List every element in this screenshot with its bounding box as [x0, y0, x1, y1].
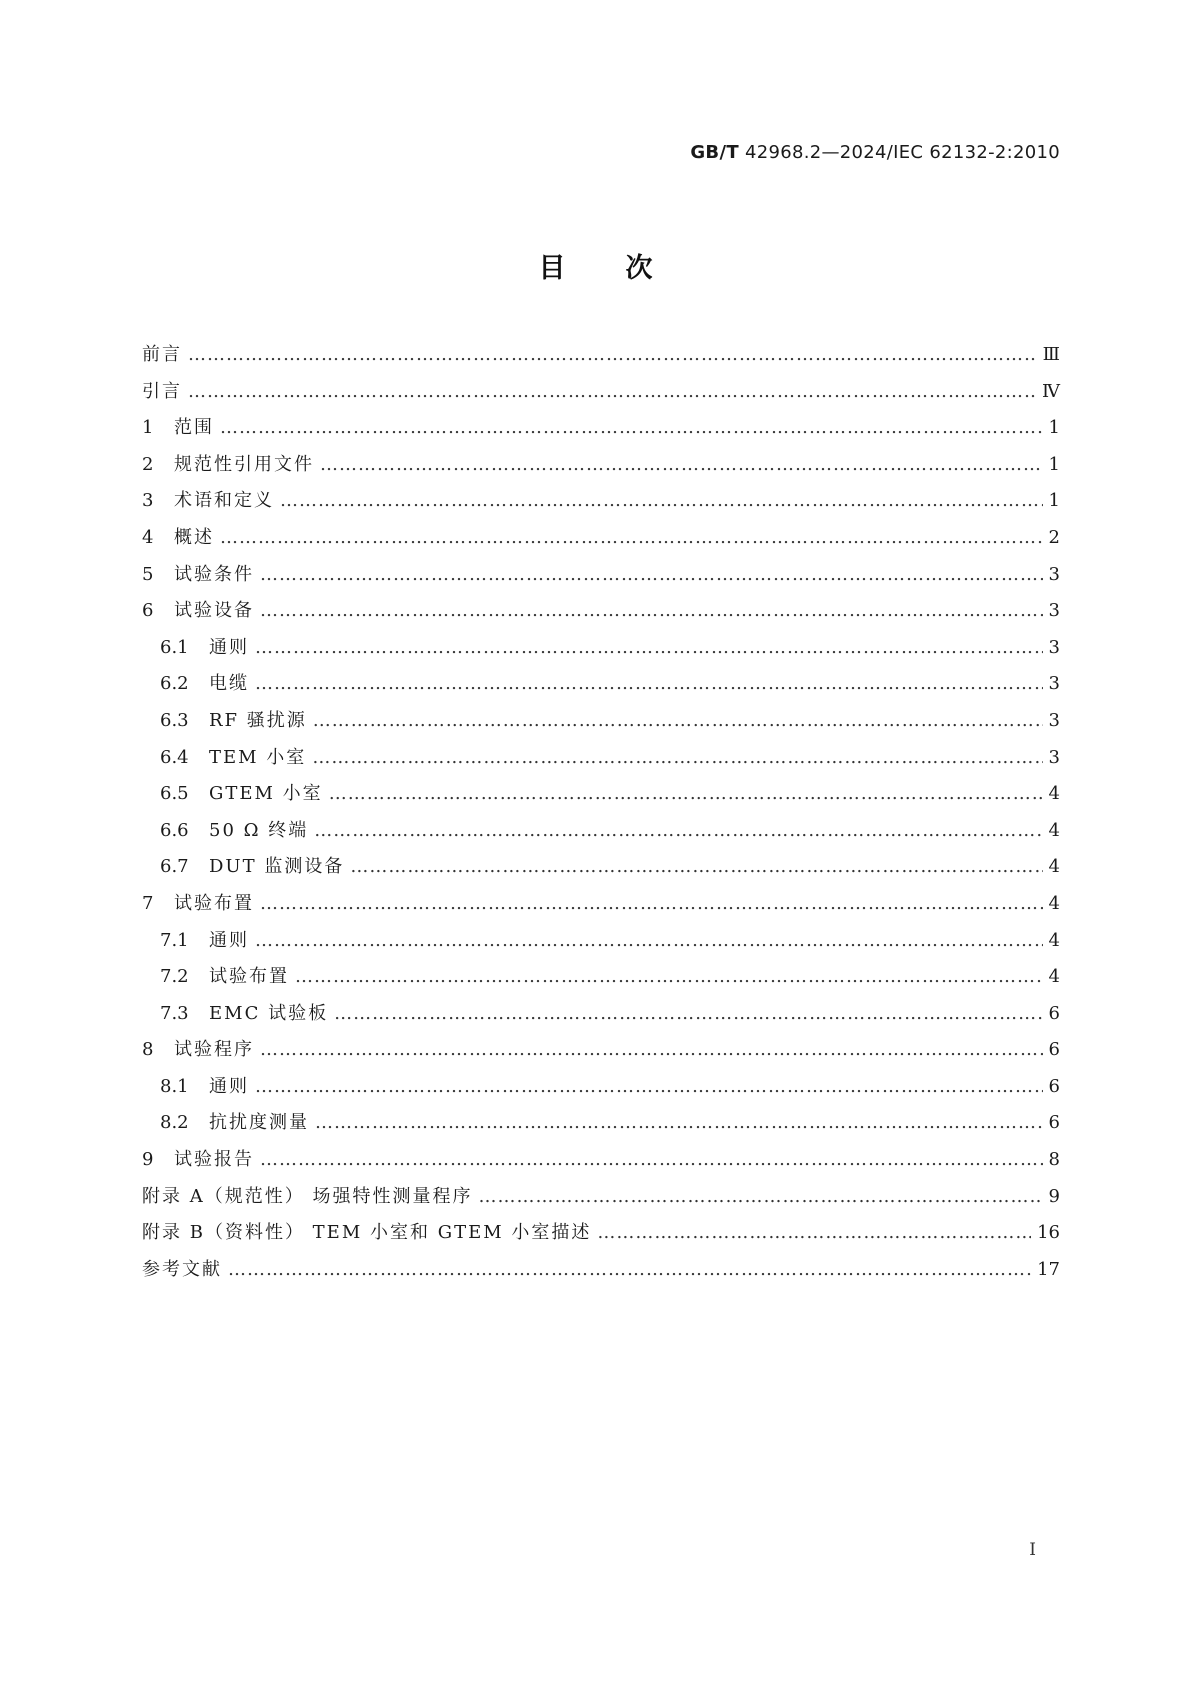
toc-entry-title: 前言: [142, 344, 182, 365]
toc-entry-number: 8: [142, 1039, 154, 1061]
toc-entry-title: 引言: [142, 380, 182, 402]
toc-entry[interactable]: [142, 447, 1060, 484]
toc-subentry[interactable]: [142, 1069, 1060, 1106]
toc-entry-number: 4: [142, 526, 154, 548]
toc-entry-page: 4: [1048, 819, 1060, 841]
toc-entry-page: 1: [1048, 453, 1060, 475]
toc-title: 目次: [538, 253, 713, 284]
toc-subentry[interactable]: [142, 996, 1060, 1033]
dot-leader: [315, 1105, 1043, 1142]
toc-entry-page: 6: [1048, 1112, 1060, 1134]
toc-entry-title: 概述: [174, 526, 214, 548]
toc-entry-title: 试验布置: [209, 966, 289, 988]
toc-entry[interactable]: [142, 337, 1060, 374]
toc-entry-page: 1: [1048, 417, 1060, 439]
toc-entry-number: 8.2: [160, 1112, 189, 1134]
toc-entry-page: 3: [1048, 709, 1060, 731]
toc-entry[interactable]: [142, 593, 1060, 630]
toc-entry-page: 3: [1048, 673, 1060, 695]
dot-leader: [255, 1069, 1043, 1106]
toc-entry[interactable]: [142, 1142, 1060, 1179]
dot-leader: [260, 557, 1043, 594]
toc-entry-page: 3: [1048, 746, 1060, 768]
toc-entry[interactable]: [142, 1032, 1060, 1069]
toc-entry-page: Ⅳ: [1042, 380, 1060, 402]
toc-entry-page: 4: [1048, 892, 1060, 914]
toc-entry-number: 6.2: [160, 673, 189, 695]
dot-leader: [260, 1142, 1043, 1179]
toc-entry-page: Ⅲ: [1042, 344, 1060, 365]
toc-entry-page: 16: [1037, 1222, 1060, 1244]
dot-leader: [314, 813, 1042, 850]
dot-leader: [312, 740, 1042, 777]
toc-entry-page: 3: [1048, 636, 1060, 658]
toc-entry-title: EMC 试验板: [209, 1002, 329, 1024]
toc-entry[interactable]: [142, 1252, 1060, 1289]
toc-entry-page: 3: [1048, 600, 1060, 622]
toc-entry-number: 2: [142, 453, 154, 475]
toc-entry-page: 6: [1048, 1039, 1060, 1061]
toc-entry-number: 7.1: [160, 929, 189, 951]
dot-leader: [597, 1215, 1031, 1252]
toc-entry-title: 规范性引用文件: [174, 453, 314, 475]
toc-entry-title: 通则: [209, 636, 249, 658]
dot-leader: [280, 483, 1043, 520]
dot-leader: [220, 520, 1043, 557]
toc-entry-page: 6: [1048, 1075, 1060, 1097]
toc-entry[interactable]: [142, 1215, 1060, 1252]
toc-entry-number: 5: [142, 563, 154, 585]
toc-subentry[interactable]: [142, 813, 1060, 850]
toc-entry-number: 6.3: [160, 709, 189, 731]
toc-entry-number: 6.5: [160, 783, 189, 805]
toc-entry-number: 6: [142, 600, 154, 622]
toc-entry-number: 6.4: [160, 746, 189, 768]
toc-entry-title: 试验布置: [174, 892, 254, 914]
toc-entry-page: 4: [1048, 783, 1060, 805]
toc-entry-page: 9: [1048, 1185, 1060, 1207]
toc-entry-title: RF 骚扰源: [209, 709, 307, 731]
toc-entry-title: 参考文献: [142, 1258, 222, 1280]
dot-leader: [260, 593, 1043, 630]
dot-leader: [188, 337, 1037, 374]
toc-entry-page: 4: [1048, 856, 1060, 878]
dot-leader: [295, 959, 1043, 996]
dot-leader: [329, 776, 1043, 813]
dot-leader: [228, 1252, 1031, 1289]
dot-leader: [313, 703, 1043, 740]
toc-entry[interactable]: [142, 557, 1060, 594]
toc-entry-page: 4: [1048, 966, 1060, 988]
toc-subentry[interactable]: [142, 630, 1060, 667]
toc-subentry[interactable]: [142, 959, 1060, 996]
toc-entry-title: 术语和定义: [174, 490, 274, 512]
dot-leader: [255, 630, 1043, 667]
dot-leader: [255, 923, 1043, 960]
toc-subentry[interactable]: [142, 923, 1060, 960]
toc-entry-page: 8: [1048, 1149, 1060, 1171]
toc-entry[interactable]: [142, 410, 1060, 447]
toc-entry-title: 通则: [209, 1075, 249, 1097]
page-number: I: [1029, 1540, 1036, 1560]
toc-entry-title: 试验报告: [174, 1149, 254, 1171]
toc-subentry[interactable]: [142, 849, 1060, 886]
toc-entry[interactable]: [142, 374, 1060, 411]
standard-number-header: [690, 142, 1060, 163]
toc-subentry[interactable]: [142, 666, 1060, 703]
table-of-contents: [142, 337, 1060, 1288]
toc-entry-title: 试验设备: [174, 600, 254, 622]
toc-entry-title: GTEM 小室: [209, 783, 323, 805]
dot-leader: [260, 886, 1043, 923]
toc-entry-title: 电缆: [209, 673, 249, 695]
toc-entry-page: 6: [1048, 1002, 1060, 1024]
dot-leader: [220, 410, 1043, 447]
toc-entry-number: 1: [142, 417, 154, 439]
toc-entry[interactable]: [142, 886, 1060, 923]
toc-entry-number: 6.1: [160, 636, 189, 658]
toc-entry-page: 2: [1048, 526, 1060, 548]
dot-leader: [334, 996, 1042, 1033]
toc-subentry[interactable]: [142, 776, 1060, 813]
toc-entry-page: 17: [1037, 1258, 1060, 1280]
toc-entry-number: 6.6: [160, 819, 189, 841]
dot-leader: [478, 1179, 1042, 1216]
dot-leader: [255, 666, 1043, 703]
toc-entry-page: 1: [1048, 490, 1060, 512]
toc-entry-number: 6.7: [160, 856, 189, 878]
dot-leader: [260, 1032, 1043, 1069]
toc-entry-title: 50 Ω 终端: [209, 819, 309, 841]
toc-entry-title: 范围: [174, 417, 214, 439]
dot-leader: [188, 374, 1036, 411]
toc-entry-number: 7: [142, 892, 154, 914]
toc-entry-page: 3: [1048, 563, 1060, 585]
toc-entry-number: 7.2: [160, 966, 189, 988]
standard-prefix: GB/T: [690, 142, 739, 163]
toc-entry[interactable]: [142, 483, 1060, 520]
toc-entry-title: 试验程序: [174, 1039, 254, 1061]
toc-entry-title: 通则: [209, 929, 249, 951]
toc-subentry[interactable]: [142, 703, 1060, 740]
toc-entry-number: 9: [142, 1149, 154, 1171]
toc-entry-title: 附录 A（规范性） 场强特性测量程序: [142, 1185, 473, 1207]
toc-subentry[interactable]: [142, 740, 1060, 777]
toc-entry-title: TEM 小室: [209, 746, 307, 768]
toc-entry[interactable]: [142, 1179, 1060, 1216]
toc-entry[interactable]: [142, 520, 1060, 557]
toc-entry-title: 抗扰度测量: [209, 1112, 309, 1134]
toc-entry-title: DUT 监测设备: [209, 856, 345, 878]
toc-entry-title: 附录 B（资料性） TEM 小室和 GTEM 小室描述: [142, 1222, 592, 1244]
toc-entry-number: 3: [142, 490, 154, 512]
toc-entry-page: 4: [1048, 929, 1060, 951]
standard-code: 42968.2—2024/IEC 62132-2:2010: [744, 142, 1060, 163]
toc-entry-number: 7.3: [160, 1002, 189, 1024]
toc-subentry[interactable]: [142, 1105, 1060, 1142]
dot-leader: [320, 447, 1043, 484]
toc-entry-title: 试验条件: [174, 563, 254, 585]
toc-entry-number: 8.1: [160, 1075, 189, 1097]
dot-leader: [350, 849, 1042, 886]
